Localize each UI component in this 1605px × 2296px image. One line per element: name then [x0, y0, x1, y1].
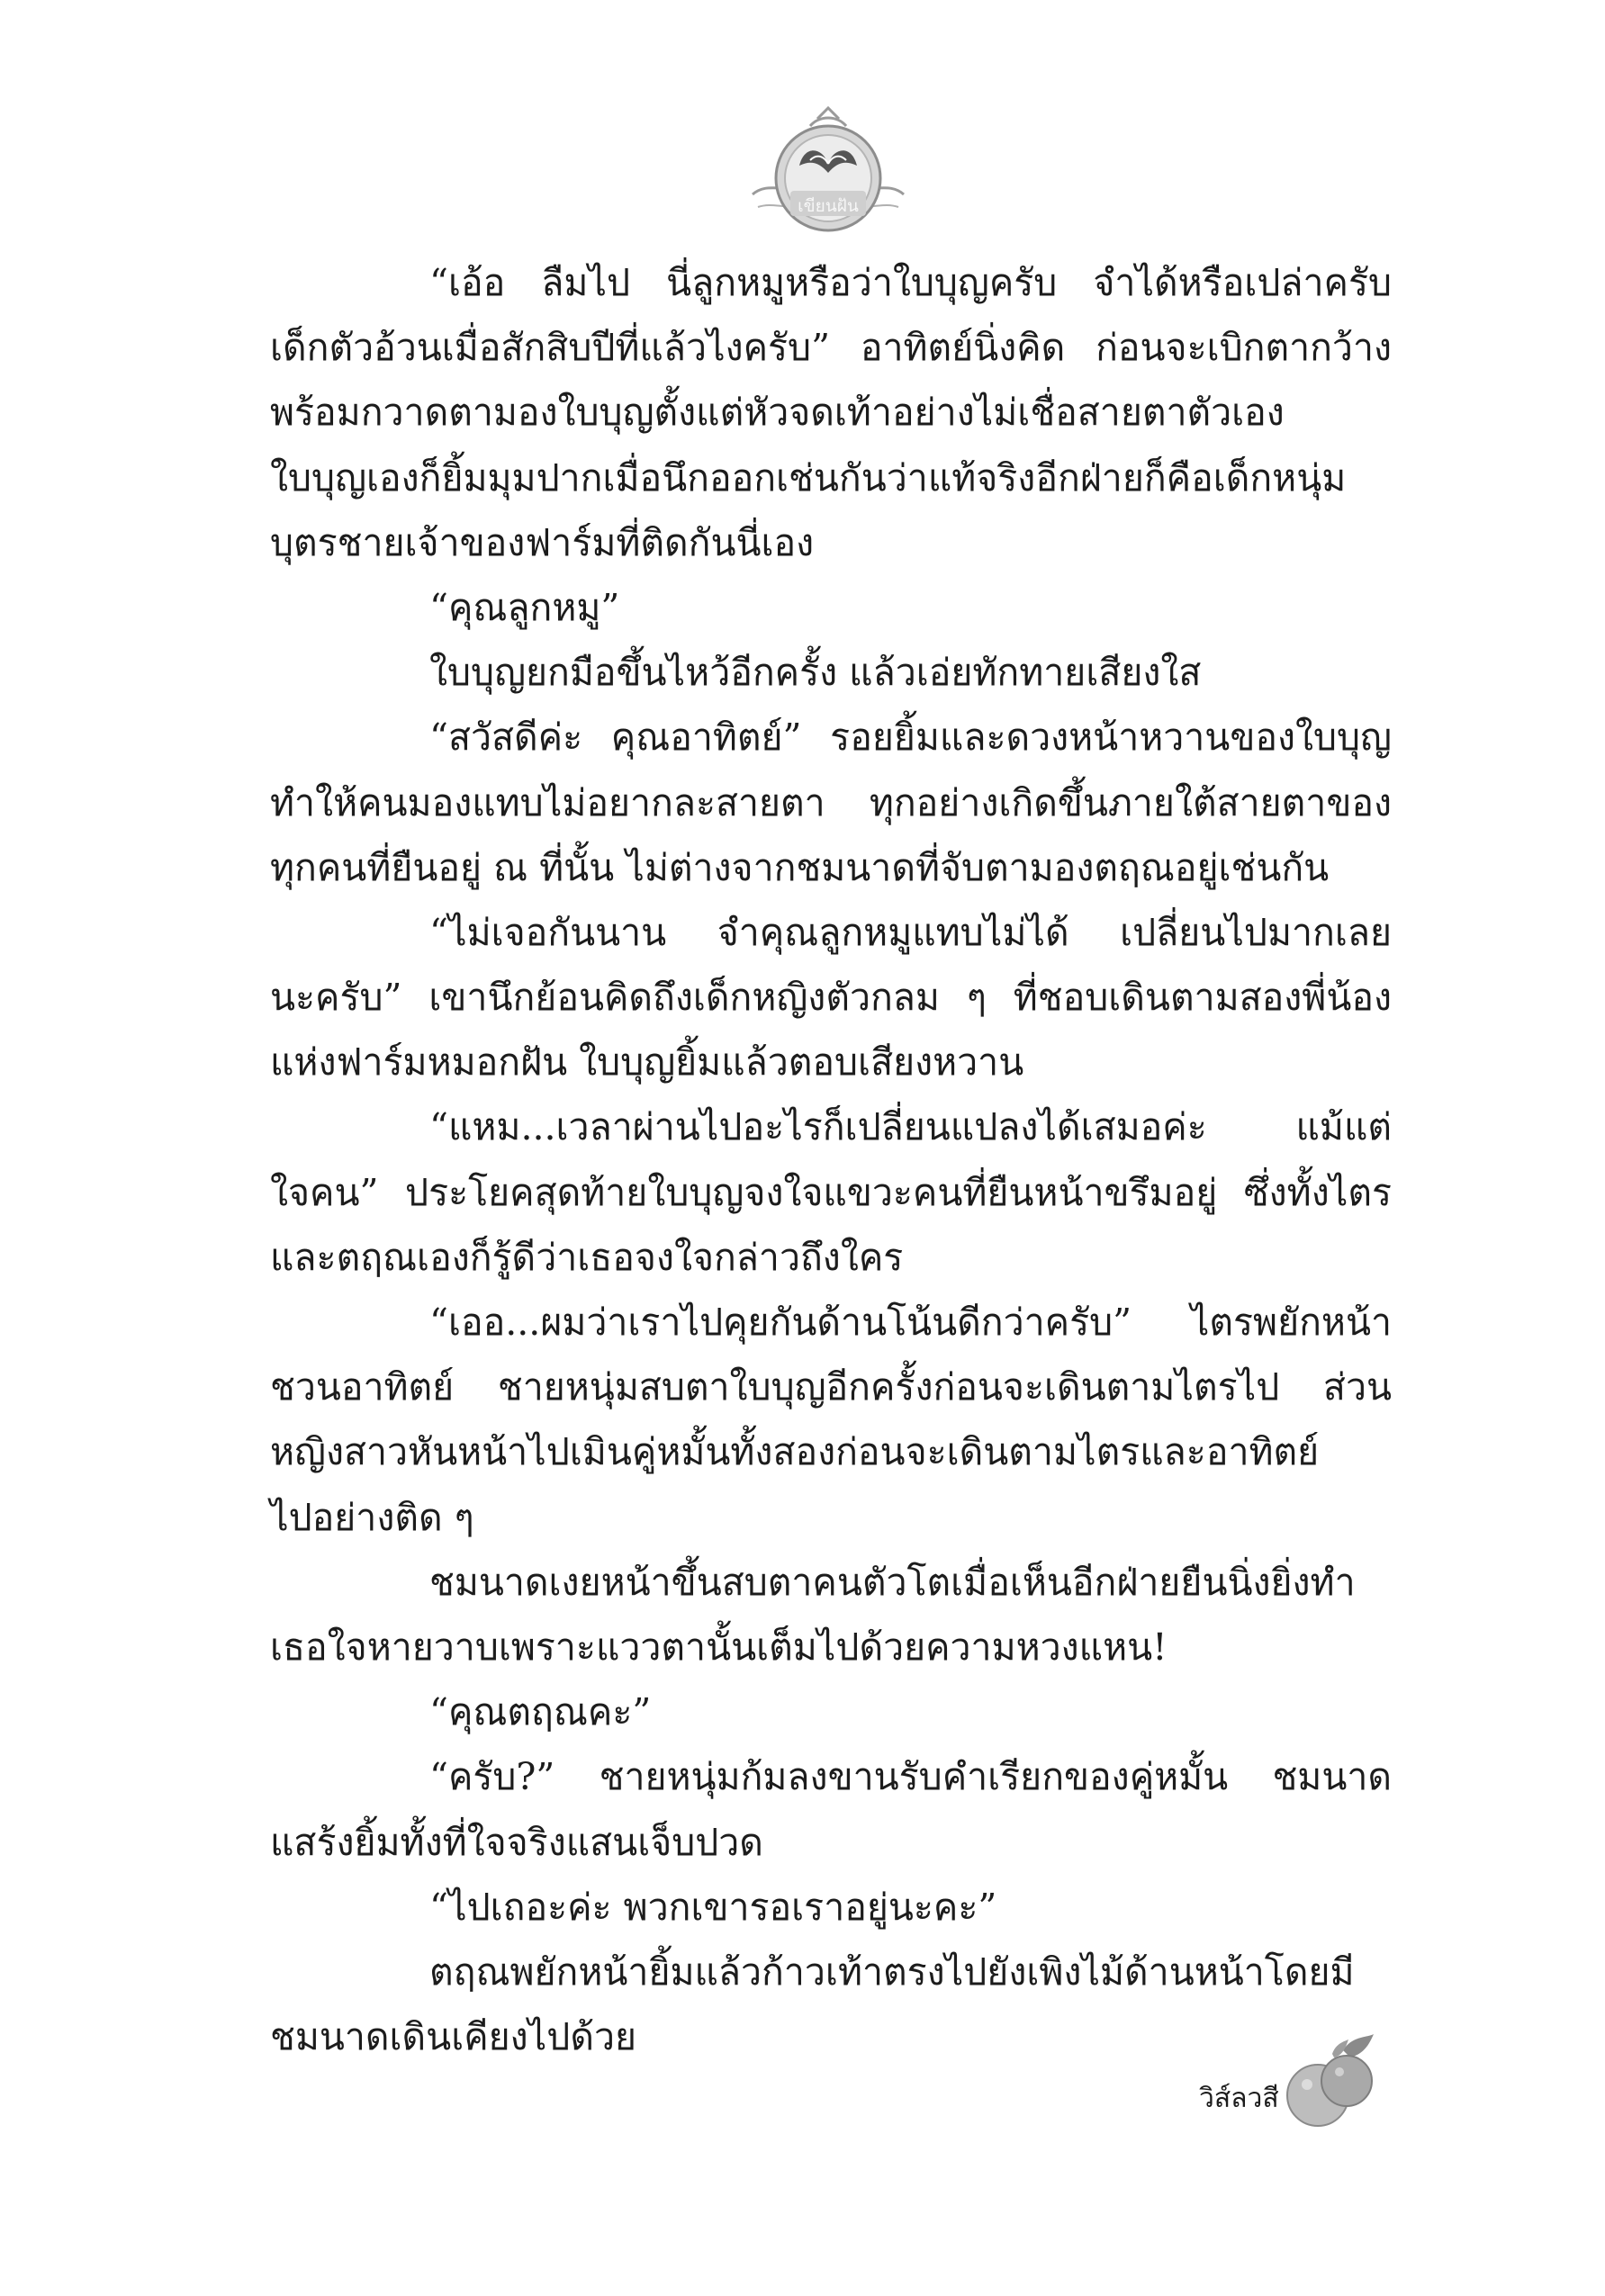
text-line: “แหม...เวลาผ่านไปอะไรก็เปลี่ยนแปลงได้เสมอค่ะ แม้แต่: [429, 1105, 1392, 1149]
text-line: “คุณตฤณคะ”: [429, 1690, 652, 1734]
fruit-decoration-icon: [1280, 2032, 1381, 2131]
text-line: ชมนาดเดินเคียงไปด้วย: [270, 2015, 636, 2059]
text-line: ใบบุญยกมือขึ้นไหว้อีกครั้ง แล้วเอ่ยทักทายเสียงใส: [429, 651, 1202, 695]
text-line: บุตรชายเจ้าของฟาร์มที่ติดกันนี่เอง: [270, 520, 815, 564]
text-line: แสร้งยิ้มทั้งที่ใจจริงแสนเจ็บปวด: [270, 1820, 763, 1864]
text-line: “เออ...ผมว่าเราไปคุยกันด้านโน้นดีกว่าครับ” ไตรพยักหน้า: [429, 1301, 1392, 1344]
text-line: หญิงสาวหันหน้าไปเมินคู่หมั้นทั้งสองก่อนจะเดินตามไตรและอาทิตย์: [270, 1430, 1320, 1474]
text-line: เด็กตัวอ้วนเมื่อสักสิบปีที่แล้วไงครับ” อาทิตย์นิ่งคิด ก่อนจะเบิกตากว้าง: [270, 326, 1392, 370]
text-line: “ไม่เจอกันนาน จำคุณลูกหมูแทบไม่ได้ เปลี่ยนไปมากเลย: [429, 910, 1392, 954]
text-line: ทำให้คนมองแทบไม่อยากละสายตา ทุกอย่างเกิดขึ้นภายใต้สายตาของ: [270, 780, 1392, 824]
text-line: ชมนาดเงยหน้าขึ้นสบตาคนตัวโตเมื่อเห็นอีกฝ่ายยืนนิ่งยิ่งทำ: [429, 1560, 1356, 1604]
logo-text: เขียนฝัน: [798, 196, 859, 216]
text-line: “ไปเถอะค่ะ พวกเขารอเราอยู่นะคะ”: [429, 1885, 997, 1929]
text-line: ใจคน” ประโยคสุดท้ายใบบุญจงใจแขวะคนที่ยืนหน้าขรึมอยู่ ซึ่งทั้งไตร: [270, 1170, 1392, 1214]
story-text: [270, 250, 1392, 2069]
text-line: ตฤณพยักหน้ายิ้มแล้วก้าวเท้าตรงไปยังเพิงไม้ด้านหน้าโดยมี: [429, 1949, 1355, 1994]
text-line: เธอใจหายวาบเพราะแววตานั้นเต็มไปด้วยความหวงแหน!: [270, 1625, 1168, 1669]
text-line: “เอ้อ ลืมไป นี่ลูกหมูหรือว่าใบบุญครับ จำได้หรือเปล่าครับ: [429, 261, 1392, 304]
text-line: “คุณลูกหมู”: [429, 585, 620, 629]
text-line: ใบบุญเองก็ยิ้มมุมปากเมื่อนึกออกเช่นกันว่าแท้จริงอีกฝ่ายก็คือเด็กหนุ่ม: [270, 455, 1347, 500]
text-line: ไปอย่างติด ๆ: [270, 1495, 474, 1539]
text-line: แห่งฟาร์มหมอกฝัน ใบบุญยิ้มแล้วตอบเสียงหวาน: [270, 1040, 1024, 1085]
text-line: ชวนอาทิตย์ ชายหนุ่มสบตาใบบุญอีกครั้งก่อนจะเดินตามไตรไป ส่วน: [270, 1365, 1392, 1409]
text-line: ทุกคนที่ยืนอยู่ ณ ที่นั้น ไม่ต่างจากชมนาดที่จับตามองตฤณอยู่เช่นกัน: [270, 845, 1330, 889]
text-line: “ครับ?” ชายหนุ่มก้มลงขานรับคำเรียกของคู่หมั้น ชมนาด: [429, 1755, 1392, 1799]
book-title: วิส์ลวสี: [1199, 2083, 1279, 2114]
text-line: และตฤณเองก็รู้ดีว่าเธอจงใจกล่าวถึงใคร: [270, 1235, 904, 1279]
header-emblem-logo: [747, 106, 909, 241]
text-line: นะครับ” เขานึกย้อนคิดถึงเด็กหญิงตัวกลม ๆ ที่ชอบเดินตามสองพี่น้อง: [270, 976, 1392, 1020]
text-line: “สวัสดีค่ะ คุณอาทิตย์” รอยยิ้มและดวงหน้าหวานของใบบุญ: [429, 716, 1392, 760]
text-line: พร้อมกวาดตามองใบบุญตั้งแต่หัวจดเท้าอย่างไม่เชื่อสายตาตัวเอง: [270, 391, 1285, 435]
